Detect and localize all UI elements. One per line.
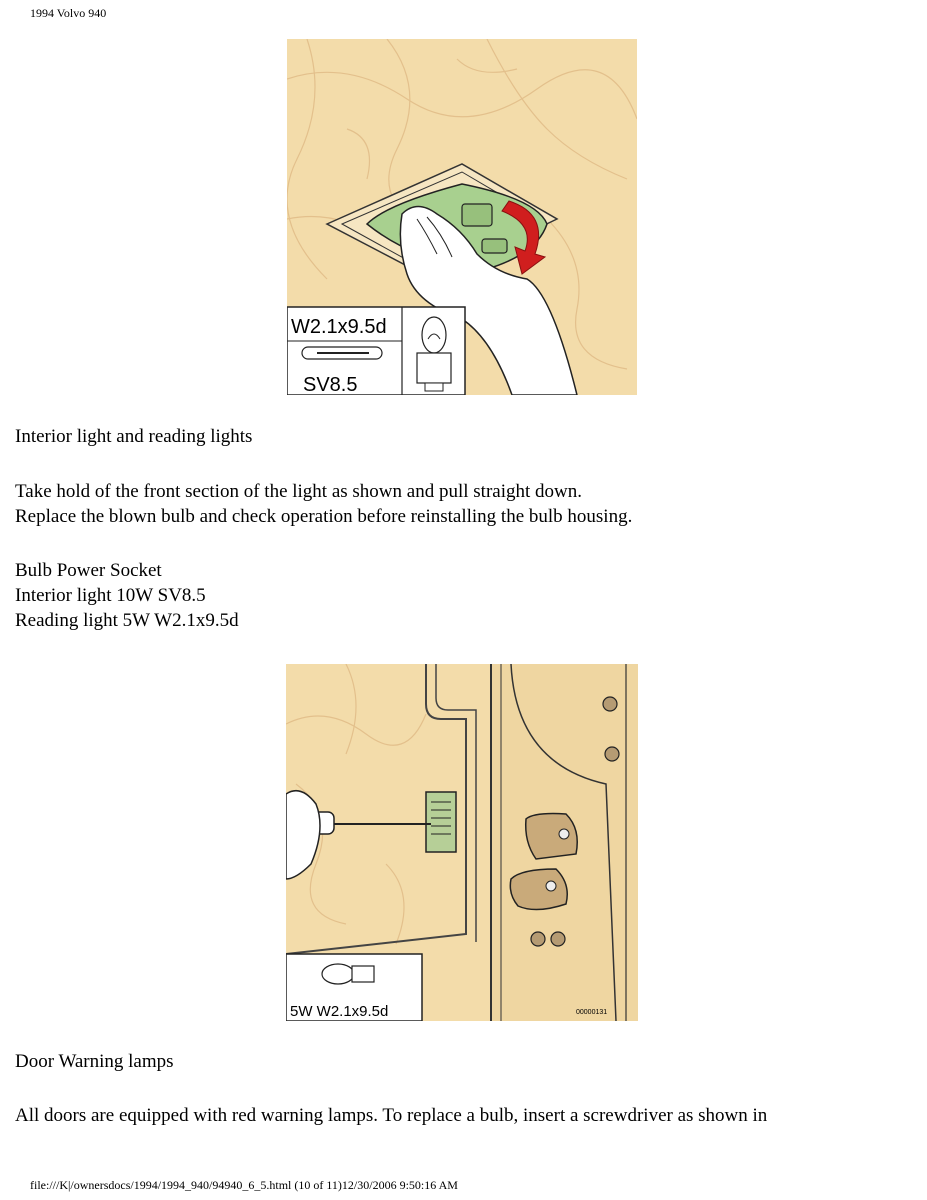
instructions-interior-light	[15, 479, 632, 529]
bulb-spec-row: Reading light 5W W2.1x9.5d	[15, 610, 239, 631]
door-warning-lamp-illustration	[286, 664, 638, 1021]
section-heading-interior-light: Interior light and reading lights	[15, 426, 253, 447]
bulb-spec-header: Bulb Power Socket	[15, 560, 162, 581]
bulb-spec-row: Interior light 10W SV8.5	[15, 585, 206, 606]
figure-code: 00000131	[576, 1009, 608, 1016]
page-header-title: 1994 Volvo 940	[30, 6, 107, 20]
bulb-label-5w: 5W W2.1x9.5d	[290, 1003, 389, 1020]
bulb-label-w21x95d: W2.1x9.5d	[291, 316, 387, 338]
instruction-line: Take hold of the front section of the light as shown and pull straight down.	[15, 481, 582, 502]
bulb-label-sv85: SV8.5	[303, 374, 358, 395]
section-heading-door-warning: Door Warning lamps	[15, 1051, 174, 1072]
door-warning-text: All doors are equipped with red warning lamps. To replace a bulb, insert a screwdriver as shown in	[15, 1105, 768, 1126]
instruction-line: Replace the blown bulb and check operation before reinstalling the bulb housing.	[15, 506, 633, 527]
footer-file-path: file:///K|/ownersdocs/1994/1994_940/94940_6_5.html (10 of 11)12/30/2006 9:50:16 AM	[30, 1178, 458, 1192]
interior-light-illustration	[287, 39, 637, 395]
bulb-specification-list	[15, 558, 239, 633]
